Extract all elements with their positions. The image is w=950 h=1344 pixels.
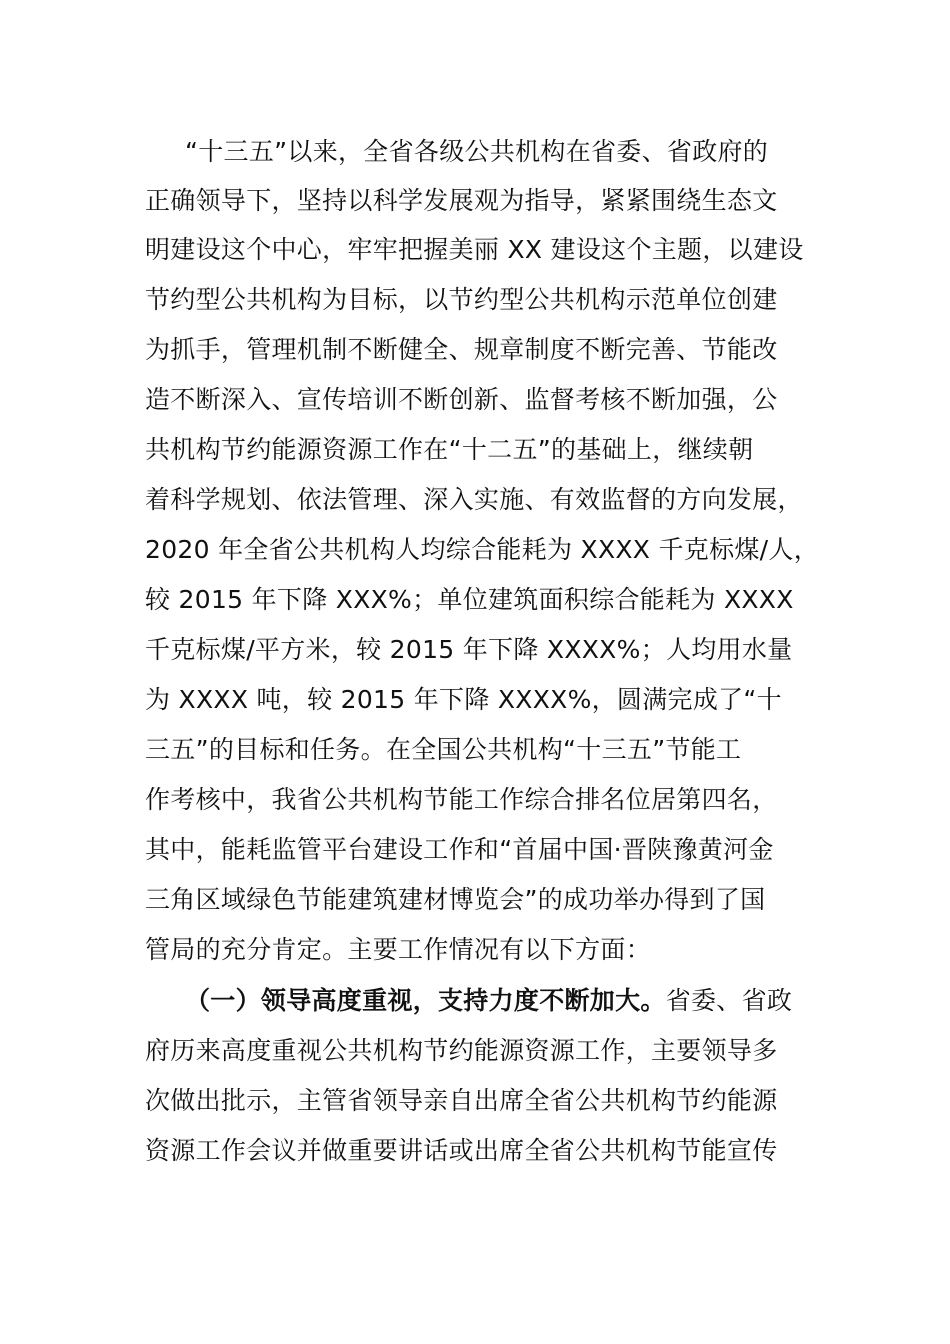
- para1-line-16: 三角区域绿色节能建筑建材博览会”的成功举办得到了国: [145, 885, 766, 914]
- para1-line-15: 其中，能耗监管平台建设工作和“首届中国·晋陕豫黄河金: [145, 835, 774, 864]
- para1-line-8: 着科学规划、依法管理、深入实施、有效监督的方向发展，: [145, 485, 803, 514]
- para1-line-9: 2020 年全省公共机构人均综合能耗为 XXXX 千克标煤/人，: [145, 535, 819, 564]
- para1-line-2: 正确领导下，坚持以科学发展观为指导，紧紧围绕生态文: [145, 186, 778, 215]
- para1-line-14: 作考核中，我省公共机构节能工作综合排名位居第四名，: [145, 785, 778, 814]
- para1-line-12: 为 XXXX 吨，较 2015 年下降 XXXX%，圆满完成了“十: [145, 685, 782, 714]
- para1-line-10: 较 2015 年下降 XXX%；单位建筑面积综合能耗为 XXXX: [145, 585, 794, 614]
- para1-line-7: 共机构节约能源资源工作在“十二五”的基础上，继续朝: [145, 435, 754, 464]
- para1-line-4: 节约型公共机构为目标，以节约型公共机构示范单位创建: [145, 285, 778, 314]
- section-heading: （一）领导高度重视，支持力度不断加大。: [185, 986, 666, 1015]
- para1-line-1: “十三五”以来，全省各级公共机构在省委、省政府的: [185, 137, 769, 166]
- para1-line-6: 造不断深入、宣传培训不断创新、监督考核不断加强，公: [145, 385, 778, 414]
- para1-line-13: 三五”的目标和任务。在全国公共机构“十三五”节能工: [145, 735, 742, 764]
- para1-line-11: 千克标煤/平方米，较 2015 年下降 XXXX%；人均用水量: [145, 635, 793, 664]
- para2-line-1: [185, 986, 792, 1016]
- section-heading-rest: 省委、省政: [665, 986, 793, 1015]
- para2-line-4: 资源工作会议并做重要讲话或出席全省公共机构节能宣传: [145, 1136, 778, 1165]
- para2-line-3: 次做出批示，主管省领导亲自出席全省公共机构节约能源: [145, 1086, 778, 1115]
- para1-line-17: 管局的充分肯定。主要工作情况有以下方面：: [145, 935, 652, 964]
- para2-line-2: 府历来高度重视公共机构节约能源资源工作，主要领导多: [145, 1036, 778, 1065]
- para1-line-5: 为抓手，管理机制不断健全、规章制度不断完善、节能改: [145, 335, 778, 364]
- para1-line-3: 明建设这个中心，牢牢把握美丽 XX 建设这个主题，以建设: [145, 235, 804, 264]
